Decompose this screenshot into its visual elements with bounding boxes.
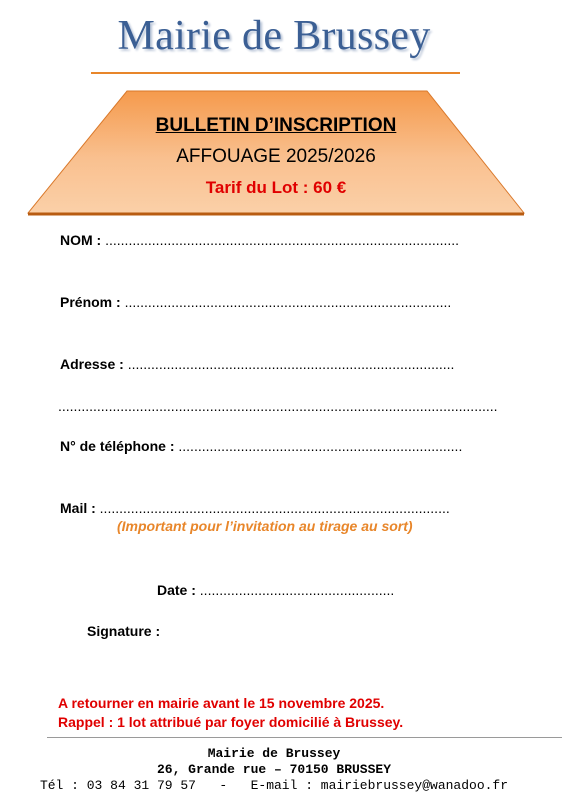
signature-label: Signature :: [87, 623, 161, 639]
mail-field[interactable]: [60, 500, 450, 516]
adresse-blank[interactable]: ....................................................................................: [127, 356, 455, 372]
reminder-notice: Rappel : 1 lot attribué par foyer domicilié à Brussey.: [58, 714, 404, 730]
date-field[interactable]: [157, 582, 394, 598]
nom-blank[interactable]: ...........................................................................................: [105, 232, 460, 248]
adresse-label: Adresse :: [60, 356, 124, 372]
mail-label: Mail :: [60, 500, 96, 516]
telephone-field[interactable]: [60, 438, 462, 454]
footer-org: Mairie de Brussey: [207, 746, 341, 761]
prenom-blank[interactable]: ....................................................................................: [124, 294, 452, 310]
title-divider: [91, 72, 460, 74]
date-label: Date :: [157, 582, 196, 598]
footer-contact: Tél : 03 84 31 79 57 - E-mail : mairiebrussey@wanadoo.fr: [39, 778, 509, 793]
adresse-field[interactable]: [60, 356, 454, 372]
banner-heading: BULLETIN D’INSCRIPTION: [155, 115, 397, 136]
nom-label: NOM :: [60, 232, 102, 248]
adresse-blank-2[interactable]: .................................................................................................................: [58, 398, 498, 414]
mail-blank[interactable]: ..........................................................................................: [99, 500, 450, 516]
telephone-blank[interactable]: .........................................................................: [178, 438, 463, 454]
banner-subheading: AFFOUAGE 2025/2026: [176, 146, 376, 167]
nom-field[interactable]: [60, 232, 459, 248]
page-title: Mairie de Brussey: [117, 13, 431, 59]
signature-field[interactable]: [87, 623, 160, 639]
date-blank[interactable]: ..................................................: [199, 582, 395, 598]
footer-address: 26, Grande rue – 70150 BRUSSEY: [156, 762, 392, 777]
registration-banner: [27, 90, 525, 216]
prenom-label: Prénom :: [60, 294, 121, 310]
mail-note: (Important pour l’invitation au tirage au sort): [117, 518, 413, 534]
adresse-line2[interactable]: [58, 398, 498, 414]
telephone-label: N° de téléphone :: [60, 438, 175, 454]
prenom-field[interactable]: [60, 294, 451, 310]
footer-divider: [47, 737, 562, 738]
banner-price: Tarif du Lot : 60 €: [205, 178, 347, 197]
return-notice: A retourner en mairie avant le 15 novembre 2025.: [58, 695, 385, 711]
